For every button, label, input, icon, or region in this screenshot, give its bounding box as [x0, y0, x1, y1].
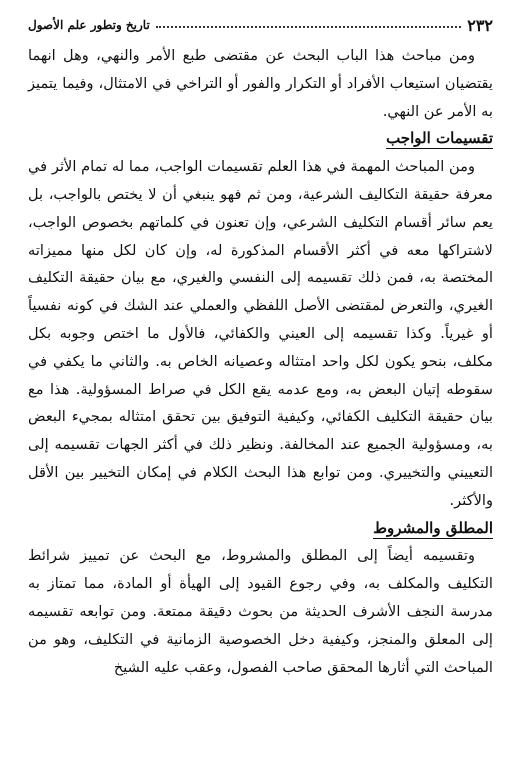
- section-heading-wajib-text: تقسيمات الواجب: [386, 129, 493, 148]
- paragraph-wajib: ومن المباحث المهمة في هذا العلم تقسيمات الواجب، مما له تمام الأثر في معرفة حقيقة التكاليف الشرعية، ومن ثم فهو ينبغي أن لا يختص بالواجب، بل يعم سائر أقسام التكليف الشرعي، وإن تعنون في كلماتهم بخصوص الواجب، لاشتراكها معه في أكثر الأقسام المذكورة له، وإن كان لكل منها مميزاته المختصة به، فمن ذلك تقسيمه إلى النفسي والغيري، مع بيان حقيقة التكليف الغيري، والتعرض لمقتضى الأصل اللفظي والعملي عند الشك في كونه نفسياً أو غيرياً. وكذا تقسيمه إلى العيني والكفائي، فالأول ما اختص وجوبه بكل مكلف، بنحو يكون لكل واحد امتثاله وعصيانه الخاص به. والثاني ما يكفي في سقوطه إتيان البعض به، ومع عدمه يقع الكل في صراط المسؤولية. هذا مع بيان حقيقة التكليف الكفائي، وكيفية التوفيق بين تحقق امتثاله بمجيء البعض به، ومسؤولية الجميع عند المخالفة. ونظير ذلك في أكثر الجهات تقسيمه إلى التعييني والتخييري. ومن توابع هذا البحث الكلام في إمكان التخيير بين الأقل والأكثر.: [28, 158, 493, 509]
- section-heading-wajib: [28, 125, 493, 153]
- header-leader-dots: [156, 26, 461, 28]
- running-title: تاريخ وتطور علم الأصول: [28, 18, 150, 32]
- paragraph-mutlaq: وتقسيمه أيضاً إلى المطلق والمشروط، مع البحث عن تمييز شرائط التكليف والمكلف به، وفي رجوع القيود إلى الهيأة أو المادة، مما تمتاز به مدرسة النجف الأشرف الحديثة من بحوث دقيقة ممتعة. ومن توابعه تقسيمه إلى المعلق والمنجز، وكيفية دخل الخصوصية الزمانية في التكليف، وهو من المباحث التي أثارها المحقق صاحب الفصول، وعقب عليه الشيخ: [28, 547, 493, 676]
- section-heading-mutlaq-text: المطلق والمشروط: [373, 518, 493, 537]
- section-heading-mutlaq: [28, 515, 493, 543]
- page-body: [28, 42, 493, 681]
- page-header: [28, 14, 493, 36]
- page-number: ٢٣٢: [467, 15, 493, 35]
- paragraph-intro: ومن مباحث هذا الباب البحث عن مقتضى طبع الأمر والنهي، وهل انهما يقتضيان استيعاب الأفراد أو التكرار والفور أو التراخي في الامتثال، وفيما يتميز به الأمر عن النهي.: [28, 47, 493, 120]
